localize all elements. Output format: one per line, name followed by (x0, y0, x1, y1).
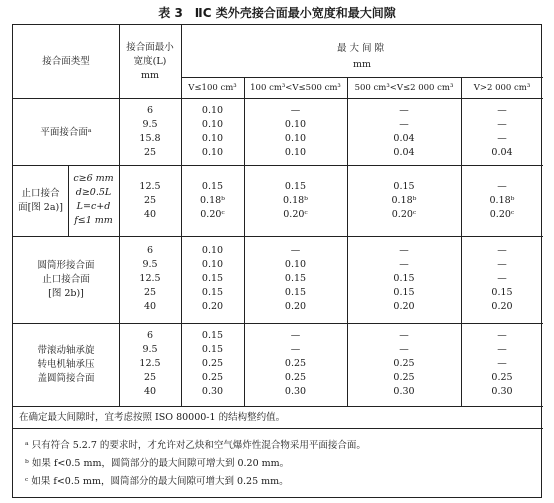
cond-line: f≤1 mm (74, 215, 113, 226)
gap-cell: 0.10 (201, 245, 224, 256)
gap-cell: 0.15 (201, 344, 224, 355)
gap-cell: 0.25 (201, 358, 224, 369)
group-spigot-v3 (347, 180, 461, 222)
gap-cell: 0.04 (393, 133, 415, 144)
gap-cell: 0.30 (393, 386, 415, 397)
gap-cell: — (399, 245, 409, 256)
gap-cell: 0.04 (491, 147, 513, 158)
gap-cell: — (497, 344, 507, 355)
gap-cell: 0.18ᵇ (391, 195, 417, 206)
gap-cell: 0.18ᵇ (283, 195, 308, 206)
gap-cell: — (497, 358, 507, 369)
gap-cell: 0.10 (284, 147, 307, 158)
group-plane-label: 平面接合面ᵃ (40, 127, 92, 138)
group-plane-widths (119, 104, 181, 160)
footnote-b: ᵇ 如果 f<0.5 mm，圆筒部分的最大间隙可增大到 0.20 mm。 (25, 458, 290, 469)
width-cell: 12.5 (139, 273, 161, 284)
width-cell: 40 (143, 386, 157, 397)
width-cell: 12.5 (139, 358, 161, 369)
label-line: 止口接合面 (42, 274, 90, 285)
gap-cell: 0.10 (284, 119, 307, 130)
gap-cell: 0.20 (201, 301, 224, 312)
group-spigot-label (13, 187, 68, 215)
gap-table (12, 24, 542, 498)
group-bearing-v1 (181, 329, 244, 399)
width-cell: 9.5 (142, 259, 158, 270)
gap-cell: 0.10 (201, 105, 224, 116)
gap-cell: 0.30 (491, 386, 513, 397)
gap-cell: 0.15 (284, 273, 307, 284)
width-cell: 6 (146, 330, 154, 341)
gap-cell: 0.20 (393, 301, 415, 312)
cond-line: L=c+d (76, 201, 111, 212)
group-spigot-widths (119, 180, 181, 222)
gap-cell: 0.10 (284, 133, 307, 144)
group-plane-v3 (347, 104, 461, 160)
gap-cell: 0.15 (393, 181, 415, 192)
gap-cell: 0.18ᵇ (489, 195, 515, 206)
gap-cell: 0.10 (201, 119, 224, 130)
gap-cell: — (497, 133, 507, 144)
gap-cell: 0.20ᶜ (391, 209, 417, 220)
group-bearing-v3 (347, 329, 461, 399)
label-line: 盖圆筒接合面 (37, 373, 95, 384)
gap-cell: 0.20ᶜ (200, 209, 225, 220)
gap-cell: 0.15 (201, 287, 224, 298)
header-max-gap: 最大间隙 (336, 43, 387, 54)
gap-cell: 0.10 (284, 259, 307, 270)
gap-cell: 0.25 (393, 358, 415, 369)
table-title: 表 3 ⅡC 类外壳接合面最小宽度和最大间隙 (158, 6, 396, 20)
gap-cell: — (399, 119, 409, 130)
gap-cell: 0.15 (284, 287, 307, 298)
gap-cell: 0.20ᶜ (283, 209, 308, 220)
gap-cell: — (399, 330, 409, 341)
gap-cell: 0.10 (201, 133, 224, 144)
rule-g1 (13, 165, 543, 166)
width-cell: 25 (143, 147, 157, 158)
group-plane-v2 (244, 104, 347, 160)
label-line: 带滚动轴承旋 (37, 345, 95, 356)
rule-note (13, 428, 543, 429)
group-cylindrical-v3 (347, 244, 461, 314)
group-bearing-widths (119, 329, 181, 399)
label-line: [图 2b)] (48, 288, 84, 299)
width-cell: 6 (146, 245, 154, 256)
gap-cell: 0.15 (201, 181, 224, 192)
group-plane-v4 (461, 104, 543, 160)
group-bearing-v4 (461, 329, 543, 399)
footer-note: 在确定最大间隙时，宜考虑按照 ISO 80000-1 的结构整约值。 (19, 412, 286, 423)
gap-cell: 0.25 (284, 358, 307, 369)
gap-cell: 0.25 (284, 372, 307, 383)
group-spigot-v4 (461, 180, 543, 222)
gap-cell: 0.25 (201, 372, 224, 383)
header-width-2: 宽度(L) (133, 56, 167, 67)
header-sub-1: V≤100 cm³ (188, 83, 237, 93)
rule-g4 (13, 406, 543, 407)
gap-cell: — (497, 105, 507, 116)
header-max-gap-unit: mm (352, 59, 372, 70)
gap-cell: 0.30 (284, 386, 307, 397)
gap-cell: 0.10 (201, 259, 224, 270)
gap-cell: — (497, 273, 507, 284)
gap-cell: — (399, 259, 409, 270)
header-sub-4: V>2 000 cm³ (473, 83, 531, 93)
rule-g3 (13, 323, 543, 324)
gap-cell: 0.20 (284, 301, 307, 312)
group-spigot-conditions (68, 172, 119, 228)
gap-cell: — (497, 259, 507, 270)
footnote-c: ᶜ 如果 f<0.5 mm，圆筒部分的最大间隙可增大到 0.25 mm。 (25, 476, 289, 487)
width-cell: 15.8 (139, 133, 161, 144)
footnote-a: ᵃ 只有符合 5.2.7 的要求时，才允许对乙炔和空气爆炸性混合物采用平面接合面。 (25, 440, 366, 451)
gap-cell: 0.04 (393, 147, 415, 158)
gap-cell: 0.15 (491, 287, 513, 298)
label-line: 止口接合 (21, 188, 60, 199)
gap-cell: — (497, 330, 507, 341)
cond-line: d≥0.5L (75, 187, 112, 198)
width-cell: 40 (143, 301, 157, 312)
gap-cell: — (497, 245, 507, 256)
gap-cell: — (290, 344, 301, 355)
width-cell: 9.5 (142, 119, 158, 130)
width-cell: 40 (143, 209, 157, 220)
gap-cell: — (497, 119, 507, 130)
gap-cell: 0.10 (201, 147, 224, 158)
gap-cell: — (399, 105, 409, 116)
group-cylindrical-widths (119, 244, 181, 314)
gap-cell: — (290, 330, 301, 341)
group-spigot-v1 (181, 180, 244, 222)
cond-line: c≥6 mm (73, 173, 114, 184)
gap-cell: 0.20 (491, 301, 513, 312)
gap-cell: 0.20ᶜ (489, 209, 515, 220)
gap-cell: 0.30 (201, 386, 224, 397)
group-cylindrical-v2 (244, 244, 347, 314)
gap-cell: 0.25 (393, 372, 415, 383)
width-cell: 9.5 (142, 344, 158, 355)
group-spigot-v2 (244, 180, 347, 222)
header-sub-3: 500 cm³<V≤2 000 cm³ (354, 83, 454, 93)
header-sub-2: 100 cm³<V≤500 cm³ (250, 83, 341, 93)
group-bearing-v2 (244, 329, 347, 399)
rule-g2 (13, 236, 543, 237)
header-type: 接合面类型 (42, 56, 90, 67)
group-bearing-label (13, 344, 119, 386)
gap-cell: 0.15 (393, 287, 415, 298)
gap-cell: 0.25 (491, 372, 513, 383)
header-width (119, 41, 181, 83)
group-plane-v1 (181, 104, 244, 160)
header-width-1: 接合面最小 (126, 42, 174, 53)
gap-cell: — (290, 105, 301, 116)
gap-cell: 0.15 (284, 181, 307, 192)
label-line: 面[图 2a)] (18, 202, 63, 213)
gap-cell: 0.18ᵇ (200, 195, 225, 206)
width-cell: 25 (143, 287, 157, 298)
width-cell: 25 (143, 372, 157, 383)
width-cell: 12.5 (139, 181, 161, 192)
width-cell: 25 (143, 195, 157, 206)
gap-cell: 0.15 (201, 273, 224, 284)
group-cylindrical-label (13, 259, 119, 301)
rule-header-mid (181, 77, 543, 78)
width-cell: 6 (146, 105, 154, 116)
gap-cell: — (497, 181, 507, 192)
label-line: 圆筒形接合面 (37, 260, 95, 271)
gap-cell: — (399, 344, 409, 355)
gap-cell: 0.15 (201, 330, 224, 341)
gap-cell: 0.15 (393, 273, 415, 284)
label-line: 转电机轴承压 (37, 359, 95, 370)
rule-header-bottom (13, 98, 543, 99)
group-cylindrical-v1 (181, 244, 244, 314)
header-width-3: mm (140, 70, 160, 81)
group-cylindrical-v4 (461, 244, 543, 314)
gap-cell: — (290, 245, 301, 256)
